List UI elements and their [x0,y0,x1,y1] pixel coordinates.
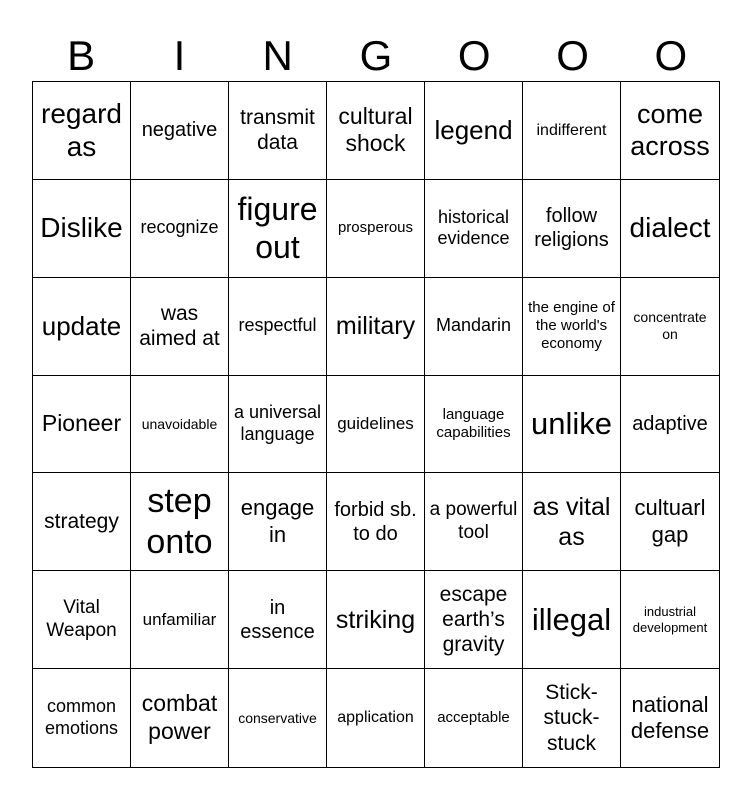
bingo-cell-text: update [41,310,122,341]
bingo-cell[interactable] [229,180,327,278]
bingo-cell-text: cultural shock [338,102,413,157]
bingo-cell[interactable] [425,376,523,474]
header-letter: O [654,32,688,79]
bingo-cell-text: Stick-stuck-stuck [543,681,600,755]
bingo-board [32,81,720,768]
bingo-cell-text: Mandarin [435,315,512,336]
bingo-cell-text: regard as [41,97,122,163]
bingo-cell-text: as vital as [532,492,611,551]
bingo-cell[interactable] [425,278,523,376]
bingo-cell[interactable] [425,473,523,571]
bingo-cell-text: Pioneer [41,410,122,437]
bingo-cell-text: was aimed at [139,301,220,351]
bingo-cell-text: application [337,709,414,727]
bingo-cell-text: unavoidable [141,415,218,432]
bingo-cell-text: escape earth’s gravity [439,582,508,657]
bingo-cell[interactable] [229,82,327,180]
bingo-cell[interactable] [33,180,131,278]
header-letter: O [556,32,589,79]
bingo-cell[interactable] [523,669,621,767]
bingo-cell[interactable] [33,571,131,669]
header-letter: I [173,32,186,79]
bingo-cell[interactable] [327,473,425,571]
bingo-cell-text: national defense [630,691,710,744]
bingo-cell-text: cultuarl gap [634,495,706,547]
bingo-cell-text: striking [335,605,416,634]
bingo-cell[interactable] [425,571,523,669]
bingo-cell-text: come across [630,99,710,162]
bingo-cell-text: strategy [44,510,119,534]
bingo-cell-text: in essence [240,596,315,643]
bingo-cell-text: illegal [531,602,612,638]
header-letter: N [262,32,293,79]
bingo-cell-text: prosperous [337,219,414,237]
header-letter: B [67,32,96,79]
bingo-cell-text: unfamiliar [142,609,217,629]
bingo-cell[interactable] [621,571,719,669]
bingo-cell[interactable] [425,669,523,767]
bingo-cell-text: dialect [629,212,711,244]
bingo-cell-text: indifferent [536,121,607,139]
bingo-cell-text: negative [141,119,218,142]
bingo-cell-text: conservative [238,709,317,726]
bingo-cell[interactable] [229,669,327,767]
header-letter: O [457,32,491,79]
header-letter: G [359,32,393,79]
bingo-cell-text: combat power [141,690,218,745]
bingo-cell[interactable] [621,669,719,767]
bingo-cell[interactable] [327,278,425,376]
bingo-cell-text: follow religions [534,205,609,252]
bingo-cell[interactable] [229,376,327,474]
bingo-cell-text: recognize [140,217,219,238]
bingo-cell-text: Vital Weapon [46,596,117,641]
bingo-cell[interactable] [523,376,621,474]
bingo-cell[interactable] [327,571,425,669]
bingo-cell-text: legend [434,114,513,145]
bingo-cell[interactable] [229,473,327,571]
bingo-cell[interactable] [425,180,523,278]
bingo-cell[interactable] [621,278,719,376]
bingo-cell[interactable] [33,82,131,180]
bingo-cell-text: the engine of the world's economy [528,299,615,353]
bingo-cell[interactable] [131,278,229,376]
bingo-cell-text: a universal language [233,402,322,444]
bingo-cell-text: concentrate on [633,309,707,343]
bingo-cell[interactable] [131,376,229,474]
bingo-cell-text: Dislike [40,212,123,244]
bingo-cell-text: engage in [240,495,315,547]
bingo-cell-text: a powerful tool [429,499,518,543]
bingo-cell[interactable] [327,376,425,474]
bingo-cell-text: step onto [146,482,213,561]
bingo-cell[interactable] [523,82,621,180]
bingo-cell[interactable] [327,82,425,180]
bingo-cell-text: transmit data [240,106,315,155]
bingo-cell-text: acceptable [437,709,510,727]
bingo-cell[interactable] [33,669,131,767]
bingo-cell[interactable] [621,180,719,278]
bingo-header [32,30,720,82]
bingo-cell[interactable] [131,571,229,669]
bingo-cell-text: military [335,312,416,341]
bingo-cell-text: historical evidence [437,206,510,249]
bingo-cell[interactable] [621,473,719,571]
bingo-cell[interactable] [621,82,719,180]
bingo-cell-text: forbid sb. to do [334,498,417,545]
bingo-cell-text: guidelines [337,413,414,433]
bingo-cell-text: common emotions [44,696,119,739]
bingo-cell-text: respectful [238,315,317,336]
bingo-cell[interactable] [131,669,229,767]
bingo-cell[interactable] [33,376,131,474]
bingo-cell[interactable] [33,278,131,376]
bingo-cell[interactable] [621,376,719,474]
bingo-cell[interactable] [425,82,523,180]
bingo-cell[interactable] [523,278,621,376]
bingo-cell-text: industrial development [632,604,708,635]
bingo-cell-text: adaptive [632,412,708,435]
bingo-cell[interactable] [523,473,621,571]
bingo-cell-text: language capabilities [436,405,511,441]
bingo-cell[interactable] [523,180,621,278]
bingo-cell[interactable] [33,473,131,571]
bingo-cell-text: figure out [237,190,318,266]
bingo-cell[interactable] [523,571,621,669]
bingo-cell[interactable] [327,180,425,278]
bingo-cell-text: unlike [531,406,612,442]
bingo-cell[interactable] [229,571,327,669]
bingo-cell[interactable] [229,278,327,376]
bingo-cell[interactable] [131,473,229,571]
bingo-cell[interactable] [131,180,229,278]
bingo-cell[interactable] [327,669,425,767]
bingo-cell[interactable] [131,82,229,180]
